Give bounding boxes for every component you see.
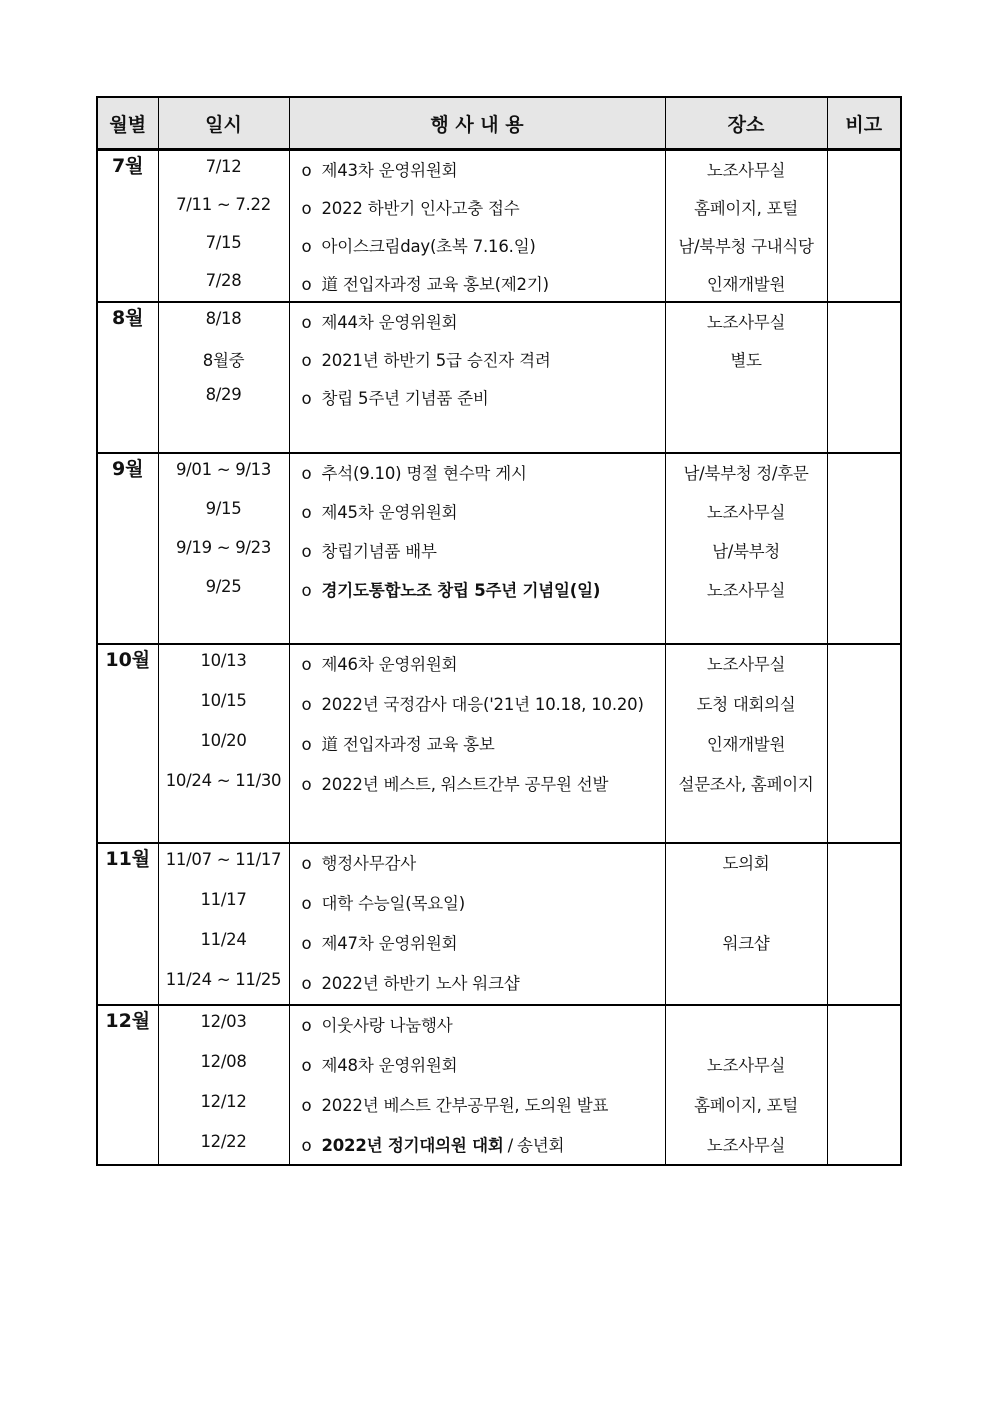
date-value: 9/19 ~ 9/23 <box>175 538 272 557</box>
date-value: 9/15 <box>205 499 242 518</box>
separator: / <box>507 1136 513 1155</box>
bullet-marker: o <box>301 351 312 370</box>
place-cell <box>665 1005 827 1165</box>
place-cell <box>665 302 827 453</box>
bullet-marker: o <box>301 1016 312 1035</box>
month-group-july <box>97 150 901 303</box>
date-cell <box>158 150 289 303</box>
header-date: 일시 <box>158 97 289 150</box>
event-text: 아이스크림day(초복 7.16.일) <box>321 237 536 256</box>
place-cell <box>665 150 827 303</box>
month-group-august <box>97 302 901 453</box>
place-value: 노조사무실 <box>706 655 786 674</box>
place-value: 남/북부청 정/후문 <box>683 464 809 483</box>
note-cell <box>827 843 901 1005</box>
event-text: 제43차 운영위원회 <box>321 161 458 180</box>
event-text-highlight: 경기도통합노조 창립 5주년 기념일(일) <box>321 581 601 600</box>
bullet-marker: o <box>301 1136 312 1155</box>
date-value: 12/03 <box>200 1012 247 1031</box>
event-text: 제45차 운영위원회 <box>321 503 458 522</box>
bullet-marker: o <box>301 735 312 754</box>
month-label: 7월 <box>97 150 158 303</box>
date-value: 8월중 <box>202 351 245 370</box>
date-value: 9/01 ~ 9/13 <box>175 460 272 479</box>
event-cell <box>289 644 665 843</box>
month-group-november <box>97 843 901 1005</box>
place-value: 인재개발원 <box>706 735 786 754</box>
date-cell <box>158 1005 289 1165</box>
bullet-marker: o <box>301 1096 312 1115</box>
table-row <box>97 843 901 1005</box>
event-cell <box>289 150 665 303</box>
event-text: 제46차 운영위원회 <box>321 655 458 674</box>
place-value: 노조사무실 <box>706 1056 786 1075</box>
date-value: 8/29 <box>205 385 242 404</box>
place-value <box>666 1012 827 1052</box>
date-value: 10/20 <box>200 731 247 750</box>
event-cell <box>289 843 665 1005</box>
place-value: 노조사무실 <box>706 581 786 600</box>
place-value: 노조사무실 <box>706 503 786 522</box>
event-text: 2022년 베스트 간부공무원, 도의원 발표 <box>321 1096 609 1115</box>
bullet-marker: o <box>301 1056 312 1075</box>
place-value: 노조사무실 <box>706 313 786 332</box>
bullet-marker: o <box>301 655 312 674</box>
place-value: 도의회 <box>722 854 770 873</box>
event-text: 2022년 국정감사 대응('21년 10.18, 10.20) <box>321 695 644 714</box>
bullet-marker: o <box>301 581 312 600</box>
place-value <box>666 890 827 930</box>
table-row <box>97 150 901 303</box>
bullet-marker: o <box>301 464 312 483</box>
date-value: 7/15 <box>205 233 242 252</box>
date-value: 8/18 <box>205 309 242 328</box>
header-note: 비고 <box>827 97 901 150</box>
place-value <box>666 385 827 423</box>
bullet-marker: o <box>301 199 312 218</box>
event-text: 제48차 운영위원회 <box>321 1056 458 1075</box>
place-cell <box>665 644 827 843</box>
event-text: 대학 수능일(목요일) <box>321 894 465 913</box>
bullet-marker: o <box>301 854 312 873</box>
place-value: 홈페이지, 포털 <box>694 1096 798 1115</box>
place-value: 남/북부청 <box>712 542 780 561</box>
month-group-september <box>97 453 901 644</box>
event-text: 창립 5주년 기념품 준비 <box>321 389 489 408</box>
date-value: 12/22 <box>200 1132 247 1151</box>
note-cell <box>827 150 901 303</box>
place-value: 워크샵 <box>722 934 770 953</box>
place-value: 도청 대회의실 <box>696 695 796 714</box>
date-value: 10/24 ~ 11/30 <box>165 771 282 790</box>
date-cell <box>158 843 289 1005</box>
event-text-highlight: 2022년 정기대의원 대회 <box>321 1136 504 1155</box>
event-schedule-table <box>96 96 902 1166</box>
event-text: 제44차 운영위원회 <box>321 313 458 332</box>
date-value: 11/07 ~ 11/17 <box>165 850 282 869</box>
bullet-marker: o <box>301 389 312 408</box>
bullet-marker: o <box>301 775 312 794</box>
note-cell <box>827 1005 901 1165</box>
table-row <box>97 453 901 644</box>
place-value: 설문조사, 홈페이지 <box>678 775 814 794</box>
place-value <box>666 970 827 1004</box>
bullet-marker: o <box>301 503 312 522</box>
date-value: 11/24 ~ 11/25 <box>165 970 282 989</box>
place-value: 별도 <box>730 351 762 370</box>
month-label: 10월 <box>97 644 158 843</box>
bullet-marker: o <box>301 275 312 294</box>
header-event: 행 사 내 용 <box>289 97 665 150</box>
month-group-october <box>97 644 901 843</box>
bullet-marker: o <box>301 894 312 913</box>
date-cell <box>158 644 289 843</box>
note-cell <box>827 302 901 453</box>
event-text: 道 전입자과정 교육 홍보 <box>321 735 495 754</box>
date-value: 10/13 <box>200 651 247 670</box>
date-value: 12/12 <box>200 1092 247 1111</box>
date-value: 7/11 ~ 7.22 <box>176 195 271 214</box>
event-text: 2022 하반기 인사고충 접수 <box>321 199 520 218</box>
date-cell <box>158 302 289 453</box>
event-text: 2022년 베스트, 워스트간부 공무원 선발 <box>321 775 609 794</box>
event-text: 송년회 <box>516 1136 565 1155</box>
table-row <box>97 302 901 453</box>
date-cell <box>158 453 289 644</box>
header-row <box>97 97 901 150</box>
event-text: 제47차 운영위원회 <box>321 934 458 953</box>
event-text: 행정사무감사 <box>321 854 416 873</box>
date-value: 7/28 <box>205 271 242 290</box>
bullet-marker: o <box>301 161 312 180</box>
month-group-december <box>97 1005 901 1165</box>
bullet-marker: o <box>301 237 312 256</box>
note-cell <box>827 644 901 843</box>
event-text: 추석(9.10) 명절 현수막 게시 <box>321 464 527 483</box>
month-label: 11월 <box>97 843 158 1005</box>
event-text: 이웃사랑 나눔행사 <box>321 1016 453 1035</box>
event-text: 2021년 하반기 5급 승진자 격려 <box>321 351 551 370</box>
event-cell <box>289 302 665 453</box>
month-label: 12월 <box>97 1005 158 1165</box>
header-month: 월별 <box>97 97 158 150</box>
date-value: 9/25 <box>205 577 242 596</box>
event-text: 2022년 하반기 노사 워크샵 <box>321 974 520 993</box>
place-value: 홈페이지, 포털 <box>694 199 798 218</box>
date-value: 11/24 <box>200 930 247 949</box>
event-text: 창립기념품 배부 <box>321 542 437 561</box>
date-value: 10/15 <box>200 691 247 710</box>
place-cell <box>665 843 827 1005</box>
table-row <box>97 644 901 843</box>
event-cell <box>289 1005 665 1165</box>
bullet-marker: o <box>301 695 312 714</box>
bullet-marker: o <box>301 313 312 332</box>
month-label: 8월 <box>97 302 158 453</box>
note-cell <box>827 453 901 644</box>
place-cell <box>665 453 827 644</box>
event-text: 道 전입자과정 교육 홍보(제2기) <box>321 275 549 294</box>
table-row <box>97 1005 901 1165</box>
bullet-marker: o <box>301 542 312 561</box>
place-value: 노조사무실 <box>706 161 786 180</box>
bullet-marker: o <box>301 934 312 953</box>
date-value: 11/17 <box>200 890 247 909</box>
place-value: 남/북부청 구내식당 <box>678 237 814 256</box>
place-value: 노조사무실 <box>706 1136 786 1155</box>
month-label: 9월 <box>97 453 158 644</box>
date-value: 7/12 <box>205 157 242 176</box>
header-place: 장소 <box>665 97 827 150</box>
event-cell <box>289 453 665 644</box>
date-value: 12/08 <box>200 1052 247 1071</box>
bullet-marker: o <box>301 974 312 993</box>
place-value: 인재개발원 <box>706 275 786 294</box>
